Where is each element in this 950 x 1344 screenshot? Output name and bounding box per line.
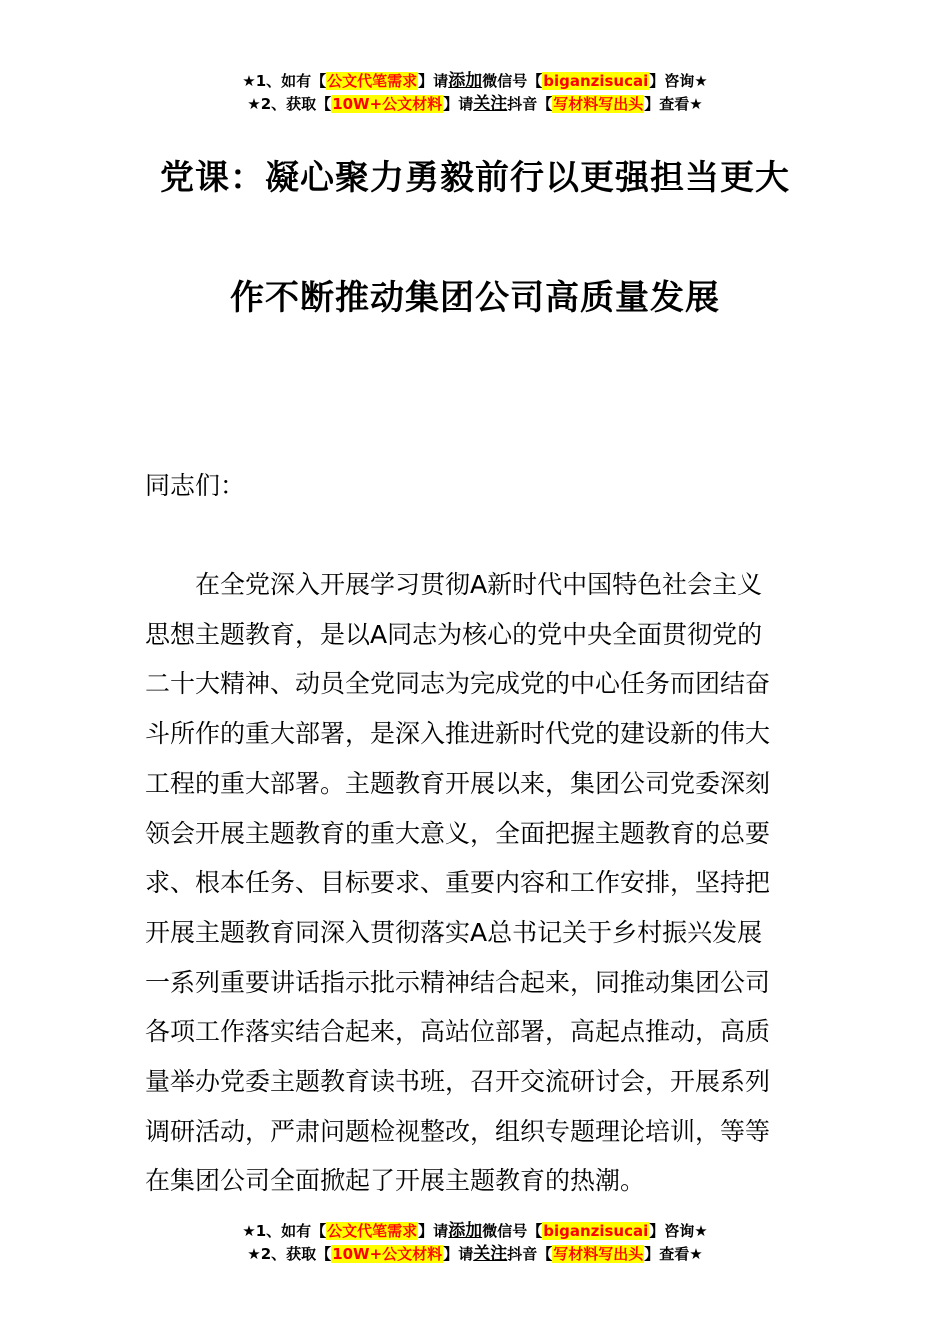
banner-underlined: 关注 bbox=[473, 94, 508, 114]
banner-text: ★2、获取【 bbox=[247, 1245, 332, 1263]
banner-text: 】咨询★ bbox=[649, 72, 708, 90]
footer-banner bbox=[0, 1220, 950, 1266]
banner-line-1 bbox=[0, 70, 950, 93]
douyin-id-highlight: 写材料写出头 bbox=[553, 95, 644, 113]
wechat-id-highlight: biganzisucai bbox=[543, 72, 649, 90]
banner-text: ★1、如有【 bbox=[242, 72, 327, 90]
banner-highlight: 10W+公文材料 bbox=[332, 95, 443, 113]
banner-text: 抖音【 bbox=[507, 95, 553, 113]
paragraph-line: 量举办党委主题教育读书班，召开交流研讨会，开展系列 bbox=[145, 1067, 771, 1097]
banner-text: 】查看★ bbox=[644, 1245, 703, 1263]
paragraph-line: 二十大精神、动员全党同志为完成党的中心任务而团结奋 bbox=[145, 669, 771, 699]
banner-underlined: 添加 bbox=[448, 1221, 483, 1241]
banner-text: 微信号【 bbox=[482, 72, 543, 90]
paragraph-line: 领会开展主题教育的重大意义，全面把握主题教育的总要 bbox=[145, 818, 771, 848]
banner-text: 】请 bbox=[418, 72, 449, 90]
banner-text: 抖音【 bbox=[507, 1245, 553, 1263]
banner-text: ★2、获取【 bbox=[247, 95, 332, 113]
paragraph-line: 工程的重大部署。主题教育开展以来，集团公司党委深刻 bbox=[145, 768, 771, 798]
banner-line-2 bbox=[0, 93, 950, 116]
paragraph-line: 思想主题教育，是以A同志为核心的党中央全面贯彻党的 bbox=[145, 619, 763, 649]
banner-highlight: 10W+公文材料 bbox=[332, 1245, 443, 1263]
banner-text: 】咨询★ bbox=[649, 1222, 708, 1240]
body-paragraph bbox=[145, 560, 809, 1206]
paragraph-line: 求、根本任务、目标要求、重要内容和工作安排，坚持把 bbox=[145, 868, 771, 898]
paragraph-line: 一系列重要讲话指示批示精神结合起来，同推动集团公司 bbox=[145, 967, 771, 997]
banner-highlight: 公文代笔需求 bbox=[327, 72, 418, 90]
banner-text: 】请 bbox=[443, 1245, 474, 1263]
paragraph-line: 开展主题教育同深入贯彻落实A总书记关于乡村振兴发展 bbox=[145, 917, 763, 947]
paragraph-line: 在集团公司全面掀起了开展主题教育的热潮。 bbox=[145, 1166, 646, 1196]
banner-line-2 bbox=[0, 1243, 950, 1266]
banner-line-1 bbox=[0, 1220, 950, 1243]
header-banner bbox=[0, 70, 950, 116]
salutation: 同志们： bbox=[145, 471, 246, 500]
paragraph-line: 各项工作落实结合起来，高站位部署，高起点推动，高质 bbox=[145, 1017, 771, 1047]
banner-text: ★1、如有【 bbox=[242, 1222, 327, 1240]
paragraph-line: 斗所作的重大部署，是深入推进新时代党的建设新的伟大 bbox=[145, 719, 771, 749]
banner-text: 】查看★ bbox=[644, 95, 703, 113]
document-title-line-1: 党课：凝心聚力勇毅前行以更强担当更大 bbox=[160, 158, 790, 198]
banner-underlined: 关注 bbox=[473, 1244, 508, 1264]
banner-highlight: 公文代笔需求 bbox=[327, 1222, 418, 1240]
paragraph-line: 在全党深入开展学习贯彻A新时代中国特色社会主义 bbox=[145, 570, 763, 599]
banner-text: 微信号【 bbox=[482, 1222, 543, 1240]
banner-underlined: 添加 bbox=[448, 71, 483, 91]
paragraph-line: 调研活动，严肃问题检视整改，组织专题理论培训，等等 bbox=[145, 1116, 771, 1146]
banner-text: 】请 bbox=[418, 1222, 449, 1240]
douyin-id-highlight: 写材料写出头 bbox=[553, 1245, 644, 1263]
document-title-line-2: 作不断推动集团公司高质量发展 bbox=[230, 278, 720, 318]
wechat-id-highlight: biganzisucai bbox=[543, 1222, 649, 1240]
banner-text: 】请 bbox=[443, 95, 474, 113]
